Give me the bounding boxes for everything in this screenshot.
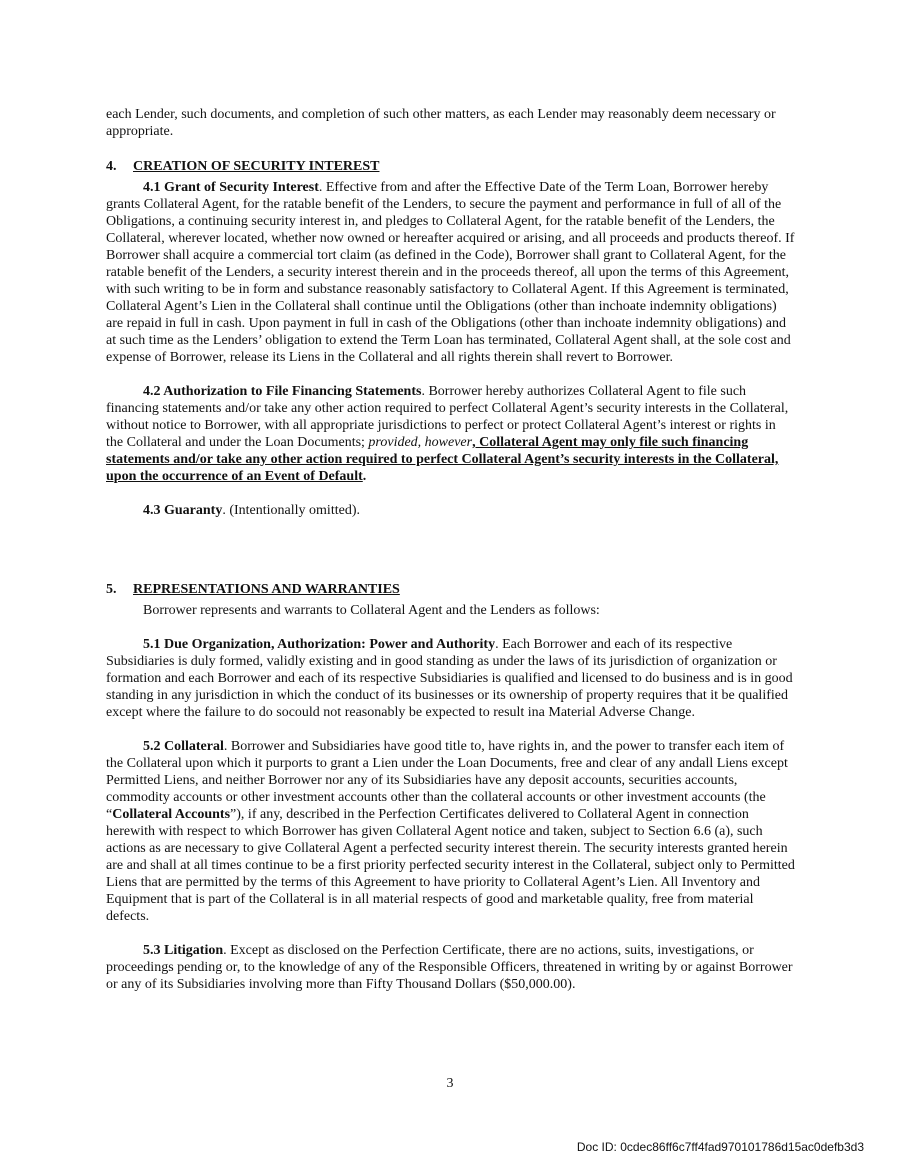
clause-5-1-heading: 5.1 Due Organization, Authorization: Power and Authority xyxy=(143,637,496,652)
document-body xyxy=(106,106,796,993)
section-4-title: CREATION OF SECURITY INTEREST xyxy=(133,159,380,174)
clause-5-3-heading: 5.3 Litigation xyxy=(143,943,224,958)
clause-5-2 xyxy=(106,738,796,925)
clause-5-3-body: . Except as disclosed on the Perfection Certificate, there are no actions, suits, investigations, or proceedings pending or, to the knowledge of any of the Responsible Officers, threatened in writing by or against Borrower or any of its Subsidiaries involving more than Fifty Thousand Dollars ($50,000.00). xyxy=(106,943,793,992)
page-number: 3 xyxy=(446,1076,454,1091)
section-4-number: 4. xyxy=(106,159,117,174)
clause-5-1 xyxy=(106,636,796,721)
clause-4-1-body: . Effective from and after the Effective Date of the Term Loan, Borrower hereby grants Collateral Agent, for the ratable benefit of the Lenders, to secure the payment and performance in full of all of the Obligations, a continuing security interest in, and pledges to Collateral Agent, for the ratable benefit of the Lenders, the Collateral, wherever located, whether now owned or hereafter acquired or arising, and all proceeds and products thereof. If Borrower shall acquire a commercial tort claim (as defined in the Code), Borrower shall grant to Collateral Agent, for the ratable benefit of the Lenders, a security interest therein and in the proceeds thereof, all upon the terms of this Agreement, with such writing to be in form and substance reasonably satisfactory to Collateral Agent. If this Agreement is terminated, Collateral Agent’s Lien in the Collateral shall continue until the Obligations (other than inchoate indemnity obligations) are repaid in full in cash. Upon payment in full in cash of the Obligations (other than inchoate indemnity obligations) and at such time as the Lenders’ obligation to extend the Term Loan has terminated, Collateral Agent shall, at the sole cost and expense of Borrower, release its Liens in the Collateral and all rights therein shall revert to Borrower. xyxy=(106,180,795,365)
clause-4-3-body: . (Intentionally omitted). xyxy=(222,503,360,518)
clause-4-2 xyxy=(106,383,796,485)
doc-id: Doc ID: 0cdec86ff6c7ff4fad970101786d15ac0defb3d3 xyxy=(576,1140,864,1154)
clause-5-2-body-a: . Borrower and Subsidiaries have good title to, have rights in, and the power to transfer each item of the Collateral upon which it purports to grant a Lien under the Loan Documents, free and clear of any andall Liens except Permitted Liens, and neither Borrower nor any of its Subsidiaries have any deposit accounts, securities accounts, commodity accounts or other investment accounts other than the collateral accounts or other investment accounts (the “ xyxy=(106,739,788,822)
clause-5-1-body: . Each Borrower and each of its respective Subsidiaries is duly formed, validly existing and in good standing as under the laws of its jurisdiction of organization or formation and each Borrower and each of its respective Subsidiaries is qualified and licensed to do business and is in good standing in any jurisdiction in which the conduct of its businesses or its ownership of property requires that it be qualified except where the failure to do socould not reasonably be expected to result ina Material Adverse Change. xyxy=(106,637,793,720)
clause-4-2-emphasis: , Collateral Agent may only file such financing statements and/or take any other action required to perfect Collateral Agent’s security interests in the Collateral, upon the occurrence of an Event of Default xyxy=(106,435,779,484)
clause-4-1-heading: 4.1 Grant of Security Interest xyxy=(143,180,319,195)
clause-5-2-defined-term: Collateral Accounts xyxy=(112,807,231,822)
clause-4-2-end: . xyxy=(362,469,367,484)
section-5-number: 5. xyxy=(106,582,117,597)
section-5-lead: Borrower represents and warrants to Collateral Agent and the Lenders as follows: xyxy=(143,603,600,618)
clause-4-1 xyxy=(106,179,796,366)
clause-4-2-body: . Borrower hereby authorizes Collateral Agent to file such financing statements and/or take any other action required to perfect Collateral Agent’s security interests in the Collateral, without notice to Borrower, with all appropriate jurisdictions to perfect or protect Collateral Agent’s interest or rights in the Collateral and under the Loan Documents; xyxy=(106,384,789,450)
clause-5-2-heading: 5.2 Collateral xyxy=(143,739,224,754)
clause-4-3 xyxy=(106,502,796,519)
clause-4-2-proviso: provided, however xyxy=(368,435,473,450)
clause-4-2-heading: 4.2 Authorization to File Financing Statements xyxy=(143,384,422,399)
clause-4-3-heading: 4.3 Guaranty xyxy=(143,503,223,518)
clause-5-2-body-b: ”), if any, described in the Perfection Certificates delivered to Collateral Agent in connection herewith with respect to which Borrower has given Collateral Agent notice and taken, subject to Section 6.6 (a), such actions as are necessary to give Collateral Agent a perfected security interest therein. The security interests granted herein are and shall at all times continue to be a first priority perfected security interest in the Collateral, subject only to Permitted Liens that are permitted by the terms of this Agreement to have priority to Collateral Agent’s Lien. All Inventory and Equipment that is part of the Collateral is in all material respects of good and marketable quality, free from material defects. xyxy=(106,807,795,924)
intro-paragraph: each Lender, such documents, and completion of such other matters, as each Lender may reasonably deem necessary or appropriate. xyxy=(106,107,776,139)
section-5-heading xyxy=(106,581,796,598)
section-4-heading xyxy=(106,158,796,175)
section-5-title: REPRESENTATIONS AND WARRANTIES xyxy=(133,582,400,597)
clause-5-3 xyxy=(106,942,796,993)
